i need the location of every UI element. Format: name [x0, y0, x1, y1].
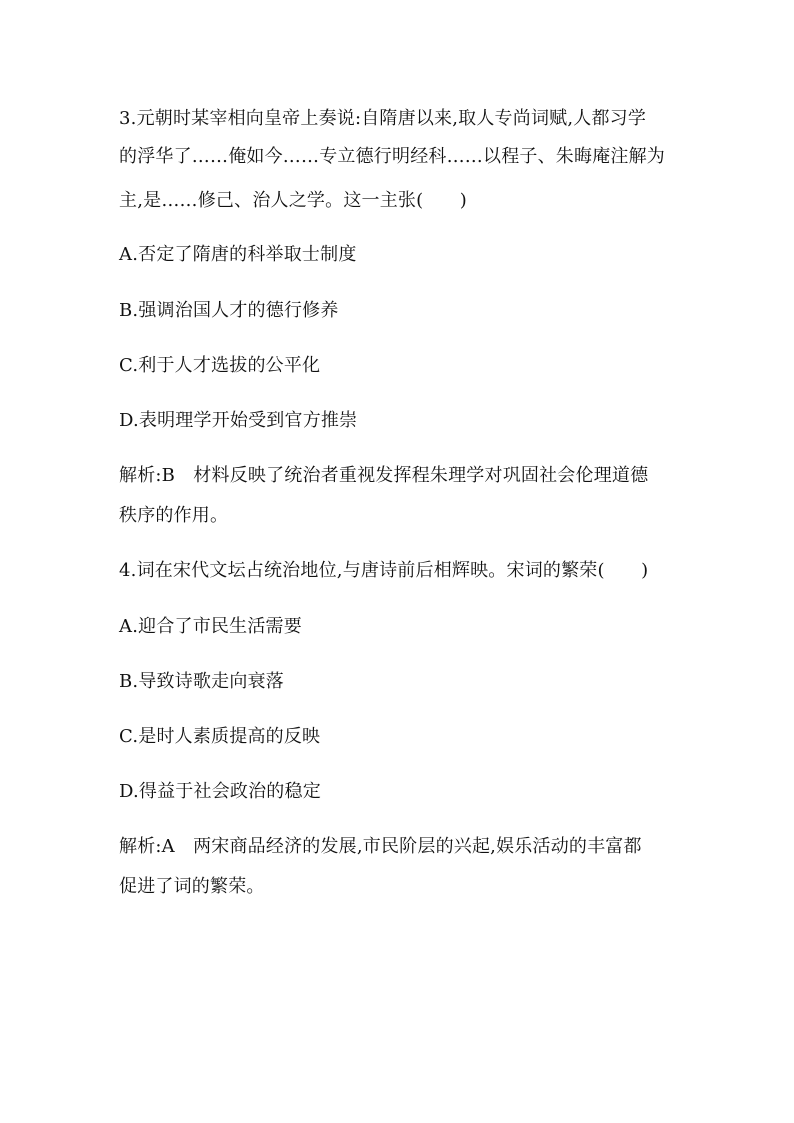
- q4-stem-line-1: 4.词在宋代文坛占统治地位,与唐诗前后相辉映。宋词的繁荣( ): [119, 560, 649, 581]
- q3-option-c: C.利于人才选拔的公平化: [119, 355, 321, 376]
- q3-option-b: B.强调治国人才的德行修养: [119, 300, 339, 321]
- q4-option-d: D.得益于社会政治的稳定: [119, 781, 321, 802]
- q4-option-c: C.是时人素质提高的反映: [119, 726, 321, 747]
- q4-option-b: B.导致诗歌走向衰落: [119, 671, 284, 692]
- q4-option-a: A.迎合了市民生活需要: [119, 616, 302, 637]
- q3-stem-line-2: 的浮华了……俺如今……专立德行明经科……以程子、朱晦庵注解为: [119, 146, 665, 167]
- q4-analysis-line-2: 促进了词的繁荣。: [119, 876, 265, 897]
- q3-option-a: A.否定了隋唐的科举取士制度: [119, 244, 357, 265]
- q3-stem-line-3: 主,是……修己、治人之学。这一主张( ): [119, 190, 467, 211]
- q3-option-d: D.表明理学开始受到官方推崇: [119, 410, 358, 431]
- q3-stem-line-1: 3.元朝时某宰相向皇帝上奏说:自隋唐以来,取人专尚词赋,人都习学: [119, 108, 647, 129]
- q3-analysis-line-2: 秩序的作用。: [119, 505, 229, 526]
- q4-analysis-line-1: 解析:A 两宋商品经济的发展,市民阶层的兴起,娱乐活动的丰富都: [119, 836, 642, 857]
- q3-analysis-line-1: 解析:B 材料反映了统治者重视发挥程朱理学对巩固社会伦理道德: [119, 465, 649, 486]
